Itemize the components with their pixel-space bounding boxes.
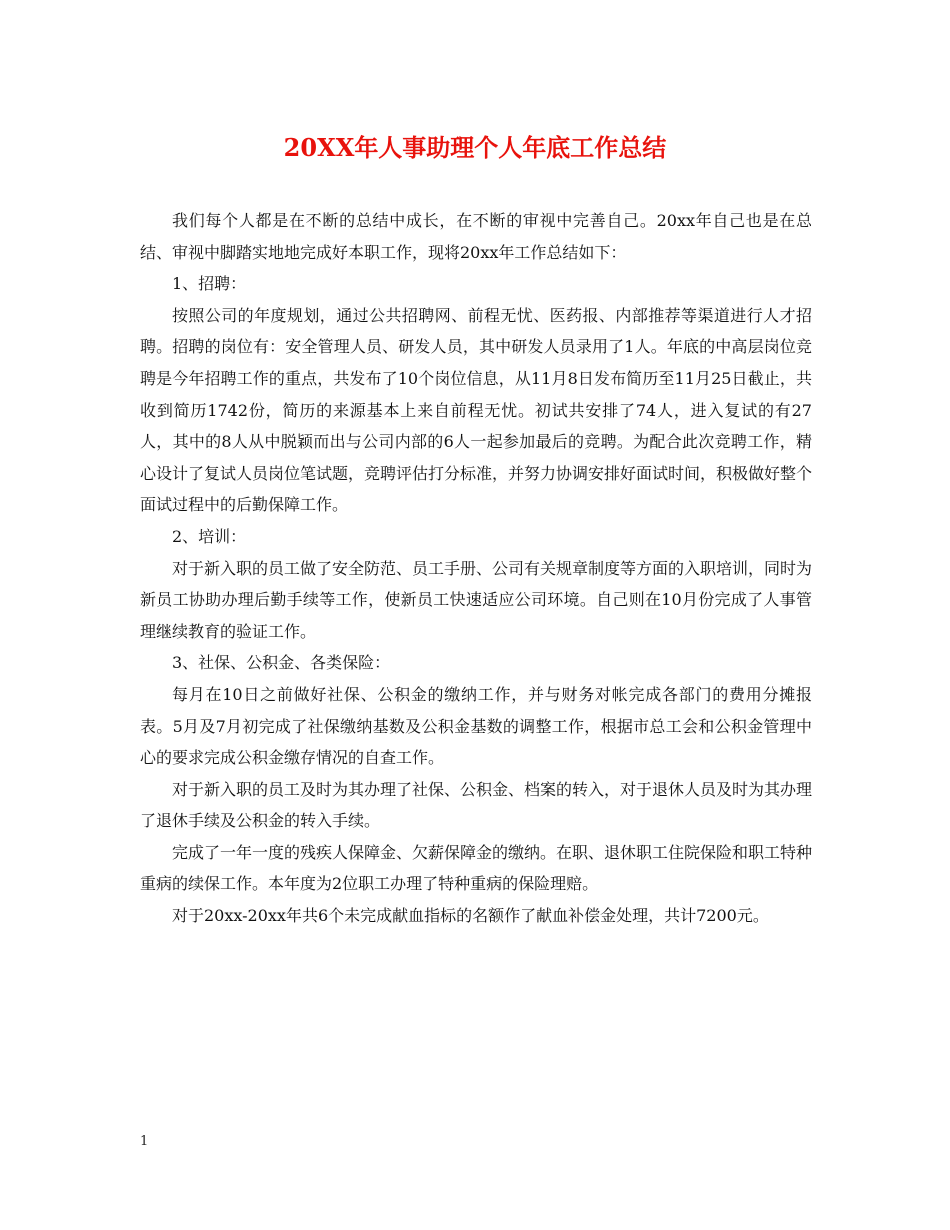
document-body (140, 205, 812, 932)
section-heading-training: 2、培训： (172, 526, 247, 546)
paragraph-insurance-new-staff: 对于新入职的员工及时为其办理了社保、公积金、档案的转入，对于退休人员及时为其办理了退休手续及公积金的转入手续。 (140, 779, 813, 831)
document-title: 20XX年人事助理个人年底工作总结 (283, 133, 667, 162)
paragraph-intro: 我们每个人都是在不断的总结中成长，在不断的审视中完善自己。20xx年自己也是在总结、审视中脚踏实地地完成好本职工作，现将20xx年工作总结如下： (140, 211, 812, 262)
page-number: 1 (140, 1134, 149, 1149)
section-heading-recruitment: 1、招聘： (172, 274, 247, 294)
paragraph-insurance-annual: 完成了一年一度的残疾人保障金、欠薪保障金的缴纳。在职、退休职工住院保险和职工特种重病的续保工作。本年度为2位职工办理了特种重病的保险理赔。 (140, 842, 813, 894)
section-heading-insurance: 3、社保、公积金、各类保险： (172, 653, 391, 673)
paragraph-blood-donation: 对于20xx-20xx年共6个未完成献血指标的名额作了献血补偿金处理，共计7200元。 (172, 906, 769, 926)
paragraph-training: 对于新入职的员工做了安全防范、员工手册、公司有关规章制度等方面的入职培训，同时为新员工协助办理后勤手续等工作，使新员工快速适应公司环境。自己则在10月份完成了人事管理继续教育的验证工作。 (140, 558, 813, 641)
paragraph-recruitment: 按照公司的年度规划，通过公共招聘网、前程无忧、医药报、内部推荐等渠道进行人才招聘。招聘的岗位有：安全管理人员、研发人员，其中研发人员录用了1人。年底的中高层岗位竞聘是今年招聘工作的重点，共发布了10个岗位信息，从11月8日发布简历至11月25日截止，共收到简历1742份，简历的来源基本上来自前程无忧。初试共安排了74人，进入复试的有27人，其中的8人从中脱颖而出与公司内部的6人一起参加最后的竞聘。为配合此次竞聘工作，精心设计了复试人员岗位笔试题，竞聘评估打分标准，并努力协调安排好面试时间，积极做好整个面试过程中的后勤保障工作。 (140, 305, 813, 515)
paragraph-insurance-monthly: 每月在10日之前做好社保、公积金的缴纳工作，并与财务对帐完成各部门的费用分摊报表。5月及7月初完成了社保缴纳基数及公积金基数的调整工作，根据市总工会和公积金管理中心的要求完成公积金缴存情况的自查工作。 (140, 684, 812, 768)
